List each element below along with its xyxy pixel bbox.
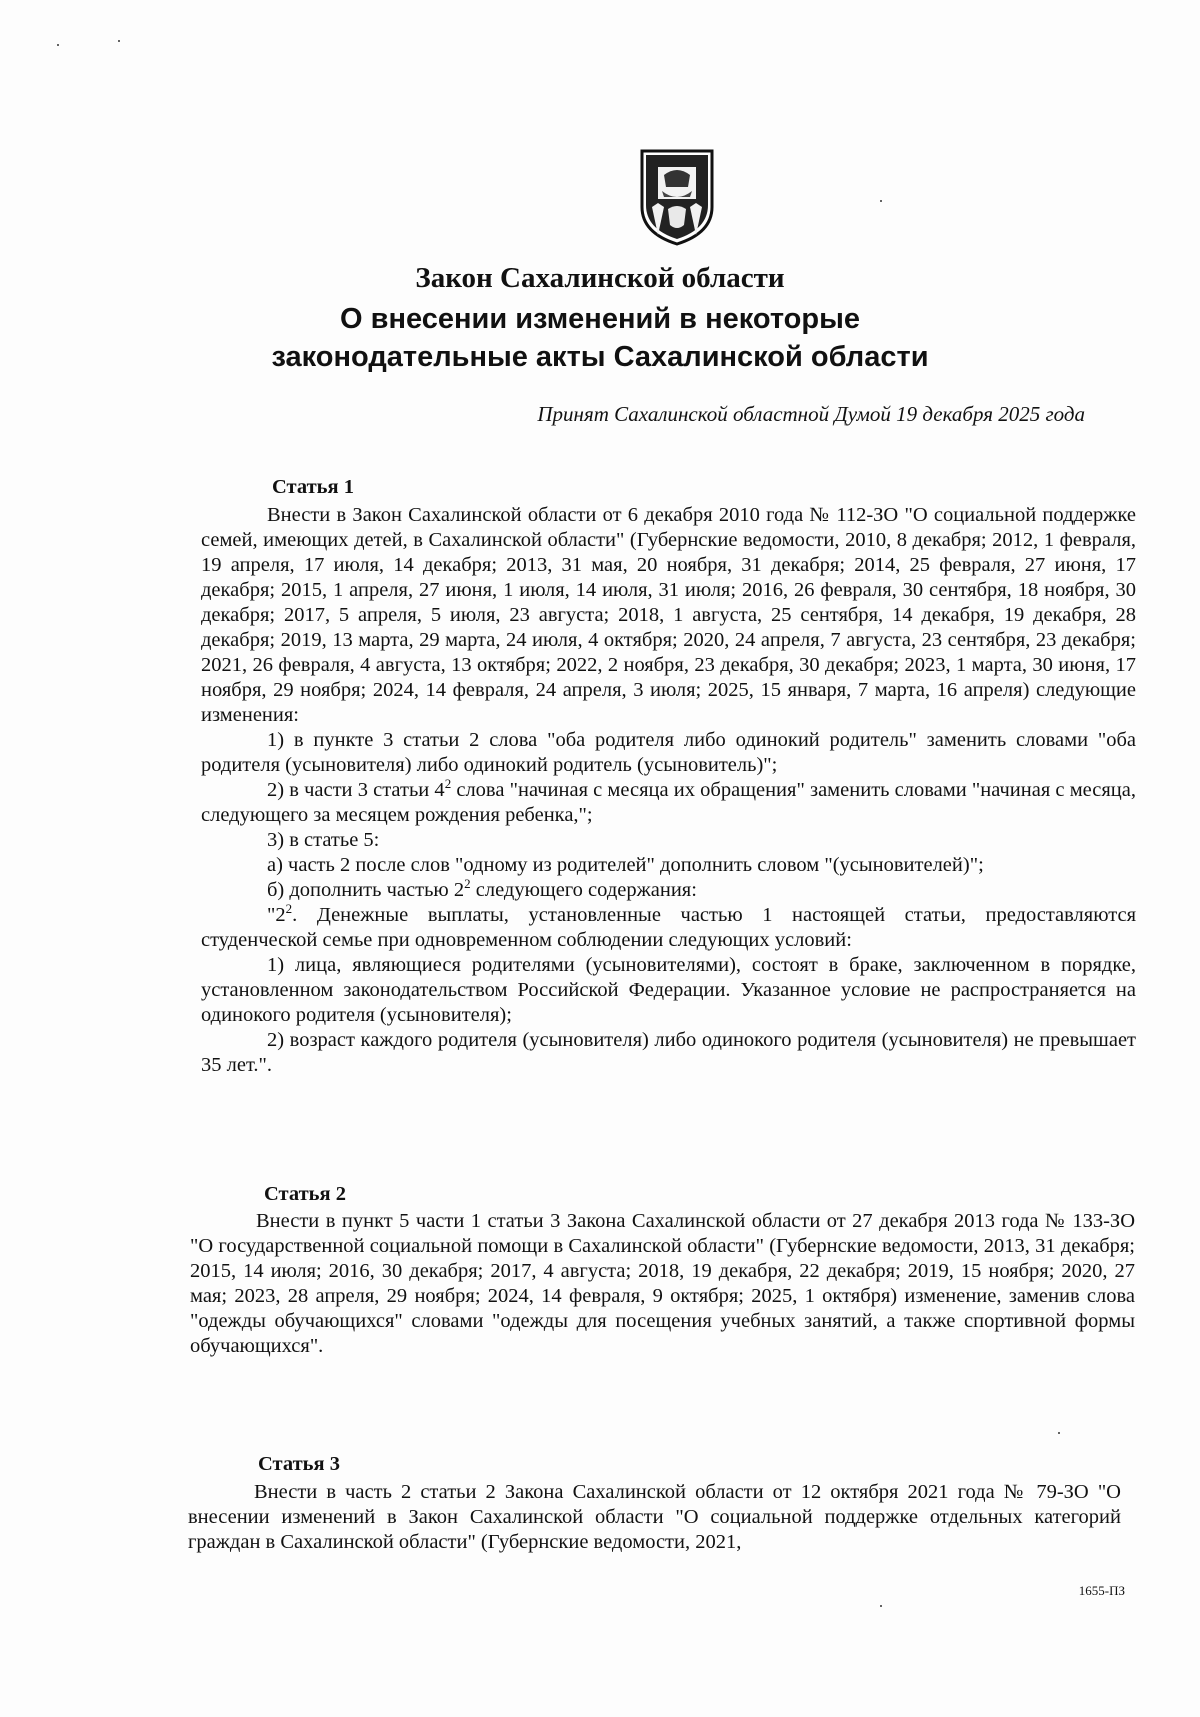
law-subtitle-line-1: О внесении изменений в некоторые <box>340 303 860 335</box>
article-1-item-2: 2) в части 3 статьи $4^2$ слова "начиная с месяца их обращения" заменить словами "начиная с месяца, следующего за месяцем рождения ребенка,"; <box>201 776 1136 826</box>
article-1-item-3b: б) дополнить частью $2^2$ следующего содержания: <box>267 876 697 901</box>
article-1-item-3a: а) часть 2 после слов "одному из родителей" дополнить словом "(усыновителей)"; <box>267 854 984 876</box>
article-1-condition-1: 1) лица, являющиеся родителями (усыновителями), состоят в браке, заключенном в порядке, установленном законодательством Российской Федерации. Указанное условие не распространяется на одинокого родителя (усыновителя); <box>201 954 1136 1026</box>
article-3-text: Внести в часть 2 статьи 2 Закона Сахалинской области от 12 октября 2021 года № 79-ЗО "О внесении изменений в Закон Сахалинской области "О социальной поддержке отдельных категорий граждан в Сахалинской области" (Губернские ведомости, 2021, <box>188 1481 1121 1553</box>
scan-speck <box>57 44 59 46</box>
article-3-body <box>188 1480 1121 1555</box>
article-3-heading: Статья 3 <box>258 1453 340 1475</box>
adoption-note: Принят Сахалинской областной Думой 19 декабря 2025 года <box>537 402 1085 426</box>
scan-speck <box>1058 1432 1060 1434</box>
article-1-item-1: 1) в пункте 3 статьи 2 слова "оба родителя либо одинокий родитель" заменить словами "оба родителя (усыновителя) либо одинокий родитель (усыновитель)"; <box>201 729 1136 776</box>
scan-speck <box>880 1605 882 1607</box>
article-1-quoted-part: "$2^2$. Денежные выплаты, установленные частью 1 настоящей статьи, предоставляются студенческой семье при одновременном соблюдении следующих условий: <box>201 901 1136 951</box>
scan-speck <box>880 200 882 202</box>
article-1-intro: Внести в Закон Сахалинской области от 6 декабря 2010 года № 112-ЗО "О социальной поддержке семей, имеющих детей, в Сахалинской области" (Губернские ведомости, 2010, 8 декабря; 2012, 1 февраля, 19 апреля, 17 июля, 14 декабря; 2013, 31 мая, 20 ноября, 31 декабря; 2014, 25 февраля, 27 июня, 17 декабря; 2015, 1 апреля, 27 июня, 1 июля, 14 июля, 31 июля; 2016, 26 февраля, 30 сентября, 18 ноября, 30 декабря; 2017, 5 апреля, 5 июля, 23 августа; 2018, 1 августа, 25 сентября, 14 декабря, 19 декабря, 28 декабря; 2019, 13 марта, 29 марта, 24 июля, 4 октября; 2020, 24 апреля, 7 августа, 23 сентября, 23 декабря; 2021, 26 февраля, 4 августа, 13 октября; 2022, 2 ноября, 23 декабря, 30 декабря; 2023, 1 марта, 30 июня, 17 ноября, 29 ноября; 2024, 14 февраля, 24 апреля, 3 июля; 2025, 15 января, 7 марта, 16 апреля) следующие изменения: <box>201 504 1136 726</box>
document-number: 1655-ПЗ <box>1078 1583 1125 1598</box>
article-2-text: Внести в пункт 5 части 1 статьи 3 Закона Сахалинской области от 27 декабря 2013 года № 133-ЗО "О государственной социальной помощи в Сахалинской области" (Губернские ведомости, 2013, 31 декабря; 2015, 14 июля; 2016, 30 декабря; 2017, 4 августа; 2018, 19 декабря, 22 декабря; 2019, 15 ноября; 2020, 27 мая; 2023, 28 апреля, 29 ноября; 2024, 14 февраля, 9 октября; 2025, 1 октября) изменение, заменив слова "одежды обучающихся" словами "одежды для посещения учебных занятий, а также спортивной формы обучающихся". <box>190 1210 1135 1357</box>
law-title: Закон Сахалинской области <box>415 262 785 294</box>
article-2-body <box>190 1209 1135 1359</box>
article-1-body <box>201 503 1136 1078</box>
article-1-item-3: 3) в статье 5: <box>267 829 380 851</box>
article-2-heading: Статья 2 <box>264 1183 346 1205</box>
article-1-condition-2: 2) возраст каждого родителя (усыновителя) либо одинокого родителя (усыновителя) не превышает 35 лет.". <box>201 1029 1136 1076</box>
law-subtitle-line-2: законодательные акты Сахалинской области <box>271 341 929 373</box>
scan-speck <box>118 40 120 42</box>
coat-of-arms-icon <box>638 147 716 247</box>
article-1-heading: Статья 1 <box>272 476 354 498</box>
